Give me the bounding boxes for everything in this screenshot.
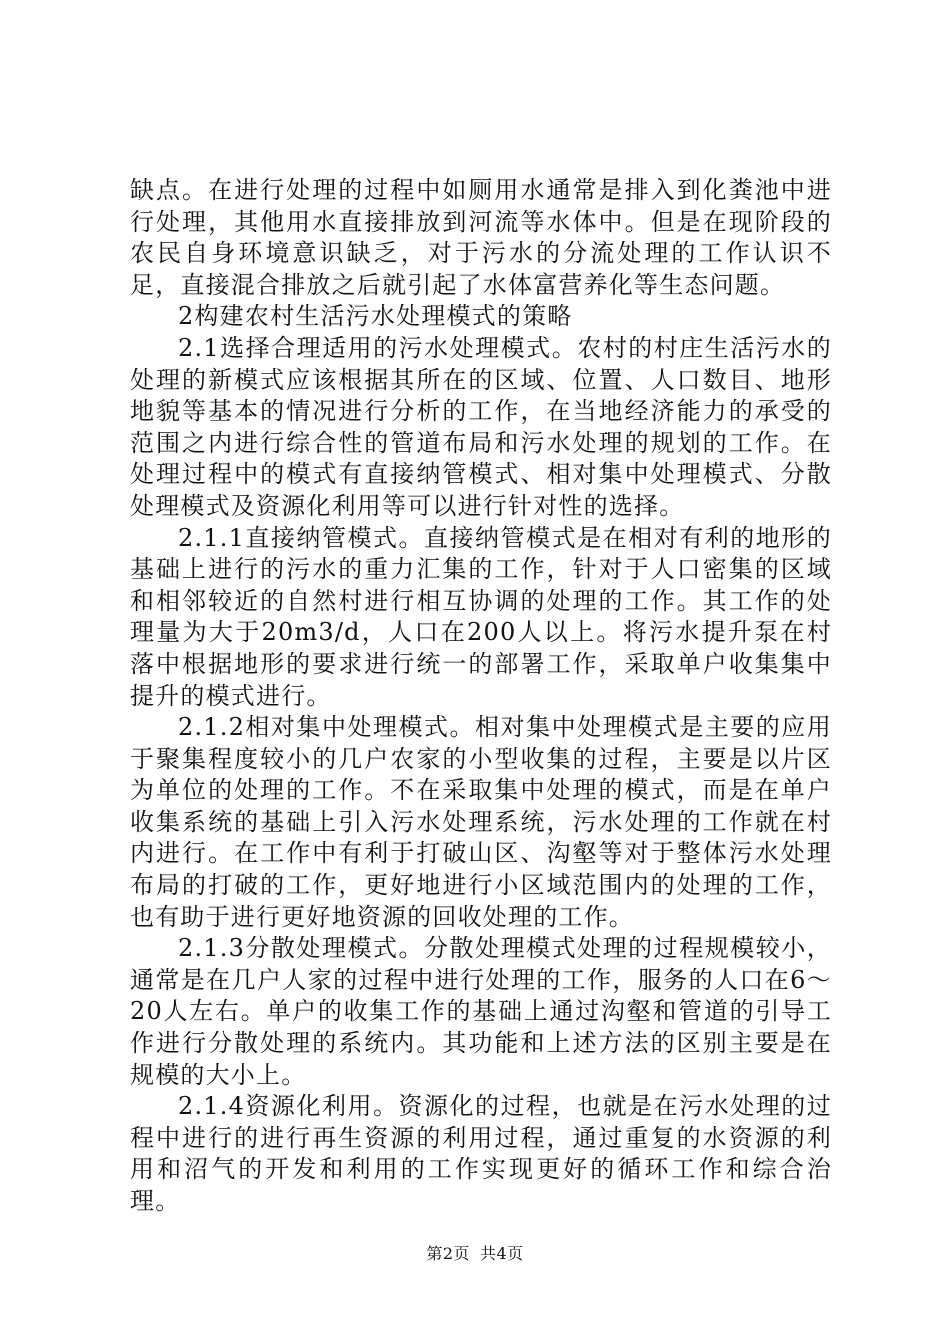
paragraph-2-1-2: 2.1.2相对集中处理模式。相对集中处理模式是主要的应用于聚集程度较小的几户农家的小型收集的过程，主要是以片区为单位的处理的工作。不在采取集中处理的模式，而是在单户收集系统的基础上引入污水处理系统，污水处理的工作就在村内进行。在工作中有利于打破山区、沟壑等对于整体污水处理布局的打破的工作，更好地进行小区域范围内的处理的工作，也有助于进行更好地资源的回收处理的工作。: [130, 713, 832, 931]
paragraph-2-1: 2.1选择合理适用的污水处理模式。农村的村庄生活污水的处理的新模式应该根据其所在的区域、位置、人口数目、地形地貌等基本的情况进行分析的工作，在当地经济能力的承受的范围之内进行综合性的管道布局和污水处理的规划的工作。在处理过程中的模式有直接纳管模式、相对集中处理模式、分散处理模式及资源化利用等可以进行针对性的选择。: [130, 333, 832, 520]
paragraph-2-1-1: 2.1.1直接纳管模式。直接纳管模式是在相对有利的地形的基础上进行的污水的重力汇集的工作，针对于人口密集的区域和相邻较近的自然村进行相互协调的处理的工作。其工作的处理量为大于20m3/d，人口在200人以上。将污水提升泵在村落中根据地形的要求进行统一的部署工作，采取单户收集集中提升的模式进行。: [130, 523, 832, 710]
page-footer: [0, 1244, 950, 1264]
paragraph-continuation: 缺点。在进行处理的过程中如厕用水通常是排入到化粪池中进行处理，其他用水直接排放到河流等水体中。但是在现阶段的农民自身环境意识缺乏，对于污水的分流处理的工作认识不足，直接混合排放之后就引起了水体富营养化等生态问题。: [130, 176, 832, 299]
page-total: 共4页: [480, 1244, 524, 1263]
document-body: [130, 175, 832, 1218]
page-number: 第2页: [426, 1244, 470, 1263]
paragraph-2-1-3: 2.1.3分散处理模式。分散处理模式处理的过程规模较小，通常是在几户人家的过程中进行处理的工作，服务的人口在6～20人左右。单户的收集工作的基础上通过沟壑和管道的引导工作进行分散处理的系统内。其功能和上述方法的区别主要是在规模的大小上。: [130, 934, 832, 1089]
section-heading: 2构建农村生活污水处理模式的策略: [178, 302, 573, 331]
paragraph-2-1-4: 2.1.4资源化利用。资源化的过程，也就是在污水处理的过程中进行的进行再生资源的利用过程，通过重复的水资源的利用和沼气的开发和利用的工作实现更好的循环工作和综合治理。: [130, 1092, 832, 1215]
